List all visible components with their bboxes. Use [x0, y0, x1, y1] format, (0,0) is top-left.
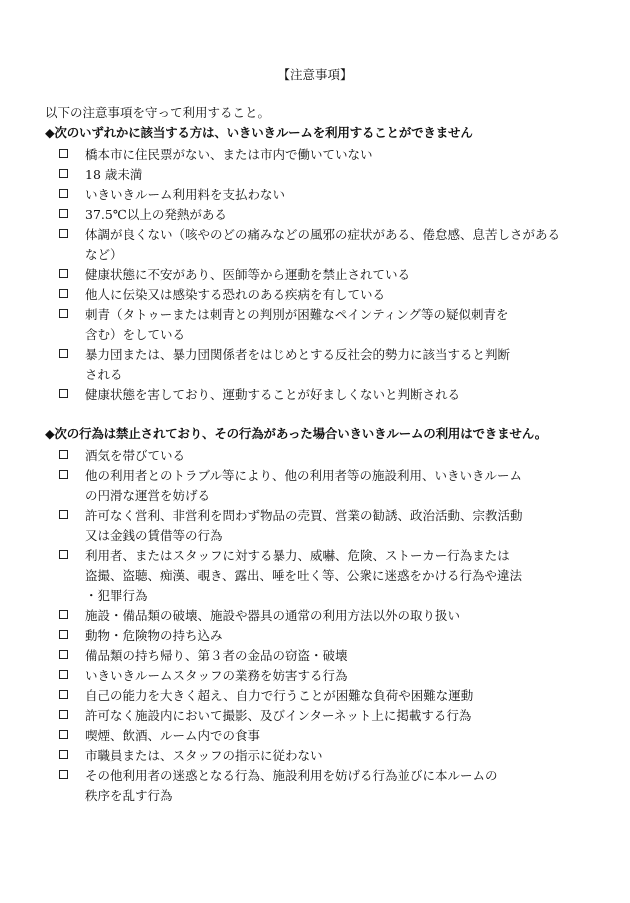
- list-item: [45, 546, 605, 606]
- checkbox-square-icon: [59, 209, 68, 218]
- checkbox-square-icon: [59, 349, 68, 358]
- list-item-text: 許可なく施設内において撮影、及びインターネット上に掲載する行為: [85, 708, 472, 723]
- list-item-text: 橋本市に住民票がない、または市内で働いていない: [85, 147, 373, 162]
- list-item-text: 利用者、またはスタッフに対する暴力、威嚇、危険、ストーカー行為または: [85, 548, 510, 563]
- checkbox-square-icon: [59, 670, 68, 679]
- list-item: [45, 626, 605, 646]
- list-item: [45, 225, 605, 265]
- list-item-text: 刺青（タトゥーまたは刺青との判別が困難なペインティング等の疑似刺青を: [85, 307, 509, 322]
- list-item-text: される: [85, 367, 123, 382]
- list-item: [45, 185, 605, 205]
- checkbox-square-icon: [59, 169, 68, 178]
- checkbox-square-icon: [59, 189, 68, 198]
- list-item-text: 酒気を帯びている: [85, 448, 186, 463]
- checkbox-square-icon: [59, 289, 68, 298]
- intro-text: 以下の注意事項を守って利用すること。: [45, 105, 271, 120]
- checkbox-square-icon: [59, 730, 68, 739]
- list-item: [45, 746, 605, 766]
- list-item: [45, 766, 605, 806]
- list-item-text: 18 歳未満: [85, 167, 143, 182]
- checkbox-square-icon: [59, 630, 68, 639]
- checkbox-square-icon: [59, 710, 68, 719]
- list-item-text: 健康状態に不安があり、医師等から運動を禁止されている: [85, 267, 411, 282]
- list-item-text: いきいきルーム利用料を支払わない: [85, 187, 286, 202]
- section-heading: ◆次の行為は禁止されており、その行為があった場合いきいきルームの利用はできません。: [45, 426, 548, 441]
- list-item-text: 施設・備品類の破壊、施設や器具の通常の利用方法以外の取り扱い: [85, 608, 461, 623]
- list-item: [45, 726, 605, 746]
- restriction-list: [45, 145, 605, 405]
- section-heading: ◆次のいずれかに該当する方は、いきいきルームを利用することができません: [45, 125, 473, 140]
- list-item-text: の円滑な運営を妨げる: [85, 488, 211, 503]
- list-item: [45, 285, 605, 305]
- list-item: [45, 145, 605, 165]
- list-item-text: いきいきルームスタッフの業務を妨害する行為: [85, 668, 348, 683]
- list-item-text: 秩序を乱す行為: [85, 788, 173, 803]
- checkbox-square-icon: [59, 389, 68, 398]
- list-item-text: 健康状態を害しており、運動することが好ましくないと判断される: [85, 387, 461, 402]
- checkbox-square-icon: [59, 309, 68, 318]
- list-item-text: 又は金銭の賃借等の行為: [85, 528, 223, 543]
- list-item-text: 他人に伝染又は感染する恐れのある疾病を有している: [85, 287, 386, 302]
- prohibited-act-list: [45, 446, 605, 806]
- list-item-text: など）: [85, 247, 123, 262]
- checkbox-square-icon: [59, 610, 68, 619]
- list-item: [45, 666, 605, 686]
- list-item-text: 市職員または、スタッフの指示に従わない: [85, 748, 323, 763]
- list-item: [45, 466, 605, 506]
- checkbox-square-icon: [59, 450, 68, 459]
- list-item-text: 他の利用者とのトラブル等により、他の利用者等の施設利用、いきいきルーム: [85, 468, 523, 483]
- list-item: [45, 446, 605, 466]
- list-item: [45, 205, 605, 225]
- list-item: [45, 606, 605, 626]
- section-eligibility: [45, 125, 605, 405]
- checkbox-square-icon: [59, 470, 68, 479]
- list-item-text: 自己の能力を大きく超え、自力で行うことが困難な負荷や困難な運動: [85, 688, 474, 703]
- list-item-text: 体調が良くない（咳やのどの痛みなどの風邪の症状がある、倦怠感、息苦しさがある: [85, 227, 561, 242]
- list-item-text: 喫煙、飲酒、ルーム内での食事: [85, 728, 261, 743]
- checkbox-square-icon: [59, 229, 68, 238]
- checkbox-square-icon: [59, 770, 68, 779]
- list-item: [45, 686, 605, 706]
- list-item: [45, 265, 605, 285]
- checkbox-square-icon: [59, 269, 68, 278]
- list-item-text: 盗撮、盗聴、痴漢、覗き、露出、唾を吐く等、公衆に迷惑をかける行為や違法: [85, 568, 523, 583]
- list-item-text: 許可なく営利、非営利を問わず物品の売買、営業の勧誘、政治活動、宗教活動: [85, 508, 523, 523]
- list-item: [45, 385, 605, 405]
- checkbox-square-icon: [59, 690, 68, 699]
- list-item: [45, 165, 605, 185]
- document-title: 【注意事項】: [277, 67, 353, 82]
- checkbox-square-icon: [59, 550, 68, 559]
- section-prohibited-acts: [45, 426, 605, 806]
- checkbox-square-icon: [59, 650, 68, 659]
- list-item: [45, 646, 605, 666]
- list-item-text: ・犯罪行為: [85, 588, 148, 603]
- list-item-text: 含む）をしている: [85, 327, 186, 342]
- list-item-text: その他利用者の迷惑となる行為、施設利用を妨げる行為並びに本ルームの: [85, 768, 498, 783]
- list-item-text: 37.5℃以上の発熱がある: [85, 207, 227, 222]
- list-item: [45, 506, 605, 546]
- list-item-text: 暴力団または、暴力団関係者をはじめとする反社会的勢力に該当すると判断: [85, 347, 511, 362]
- checkbox-square-icon: [59, 510, 68, 519]
- list-item: [45, 345, 605, 385]
- list-item-text: 動物・危険物の持ち込み: [85, 628, 223, 643]
- list-item: [45, 305, 605, 345]
- list-item: [45, 706, 605, 726]
- list-item-text: 備品類の持ち帰り、第３者の金品の窃盗・破壊: [85, 648, 348, 663]
- checkbox-square-icon: [59, 149, 68, 158]
- checkbox-square-icon: [59, 750, 68, 759]
